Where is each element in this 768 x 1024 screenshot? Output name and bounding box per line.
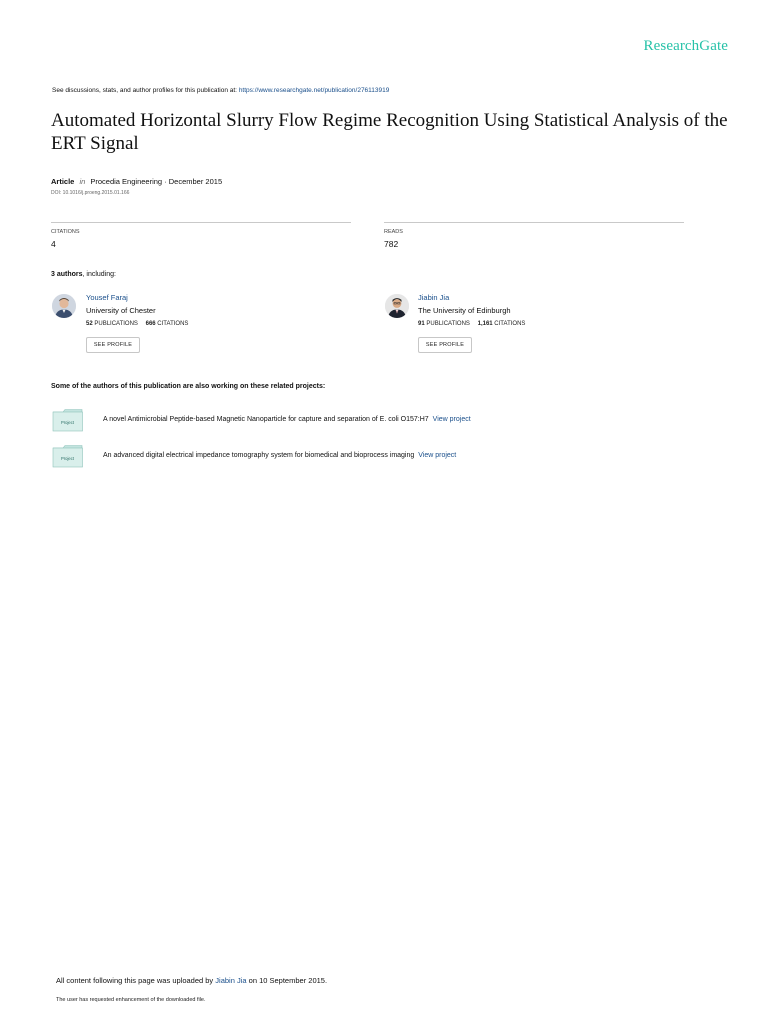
- reads-label: READS: [384, 229, 403, 235]
- author-2-citations: 1,161: [477, 321, 493, 327]
- divider-citations: [51, 222, 351, 223]
- see-profile-button-author-1[interactable]: SEE PROFILE: [86, 337, 140, 353]
- person-photo-icon: [385, 294, 409, 318]
- authors-including: , including:: [82, 271, 116, 278]
- author-2-publications-label: PUBLICATIONS: [426, 321, 470, 327]
- author-2-institution: The University of Edinburgh: [418, 306, 511, 315]
- publication-doi: DOI: 10.1016/j.proeng.2015.01.166: [51, 190, 130, 196]
- see-profile-button-author-2[interactable]: SEE PROFILE: [418, 337, 472, 353]
- author-1-stats: [86, 321, 194, 327]
- uploaded-suffix: on 10 September 2015.: [248, 976, 328, 985]
- author-2-publications: 91: [418, 321, 425, 327]
- project-1-view-link[interactable]: View project: [432, 416, 471, 423]
- project-folder-icon[interactable]: [52, 408, 84, 432]
- project-2-view-link[interactable]: View project: [418, 452, 457, 459]
- author-1-institution: University of Chester: [86, 306, 156, 315]
- author-1-name[interactable]: Yousef Faraj: [86, 293, 128, 302]
- project-folder-icon[interactable]: [52, 444, 84, 468]
- project-2: [103, 452, 456, 459]
- publication-type: Article: [51, 177, 75, 186]
- project-2-title: An advanced digital electrical impedance tomography system for biomedical and bioprocess imaging: [103, 452, 415, 459]
- discussion-line: [52, 87, 389, 94]
- uploaded-by-line: [56, 976, 327, 985]
- project-2-icon-label: Project: [60, 456, 75, 461]
- in-label: in: [79, 177, 86, 186]
- author-1-citations-label: CITATIONS: [157, 321, 189, 327]
- citations-label: CITATIONS: [51, 229, 80, 235]
- author-2-stats: [418, 321, 531, 327]
- researchgate-logo[interactable]: ResearchGate: [643, 38, 728, 54]
- related-projects-heading: Some of the authors of this publication are also working on these related projects:: [51, 383, 326, 390]
- project-1-title: A novel Antimicrobial Peptide-based Magnetic Nanoparticle for capture and separation of E. coli O157:H7: [103, 416, 429, 423]
- divider-reads: [384, 222, 684, 223]
- author-2-name[interactable]: Jiabin Jia: [418, 293, 450, 302]
- publication-meta: [51, 177, 222, 186]
- discussion-prefix: See discussions, stats, and author profiles for this publication at:: [52, 87, 237, 94]
- publication-venue: Procedia Engineering · December 2015: [90, 177, 223, 186]
- author-1-publications: 52: [86, 321, 93, 327]
- citations-value: 4: [51, 239, 56, 249]
- author-1-citations: 666: [145, 321, 156, 327]
- avatar-author-1[interactable]: [52, 294, 76, 318]
- project-1: [103, 416, 471, 423]
- author-2-citations-label: CITATIONS: [494, 321, 526, 327]
- project-1-icon-label: Project: [60, 420, 75, 425]
- authors-count: 3 authors: [51, 271, 83, 278]
- uploader-link[interactable]: Jiabin Jia: [215, 976, 247, 985]
- uploaded-prefix: All content following this page was uploaded by: [56, 976, 214, 985]
- person-photo-icon: [52, 294, 76, 318]
- publication-url-link[interactable]: https://www.researchgate.net/publication/276113919: [238, 87, 390, 94]
- publication-title: Automated Horizontal Slurry Flow Regime Recognition Using Statistical Analysis of the ERT Signal: [51, 110, 728, 154]
- author-1-publications-label: PUBLICATIONS: [94, 321, 138, 327]
- reads-value: 782: [384, 239, 399, 249]
- avatar-author-2[interactable]: [385, 294, 409, 318]
- enhancement-note: The user has requested enhancement of the downloaded file.: [56, 997, 206, 1003]
- authors-heading: [51, 271, 116, 278]
